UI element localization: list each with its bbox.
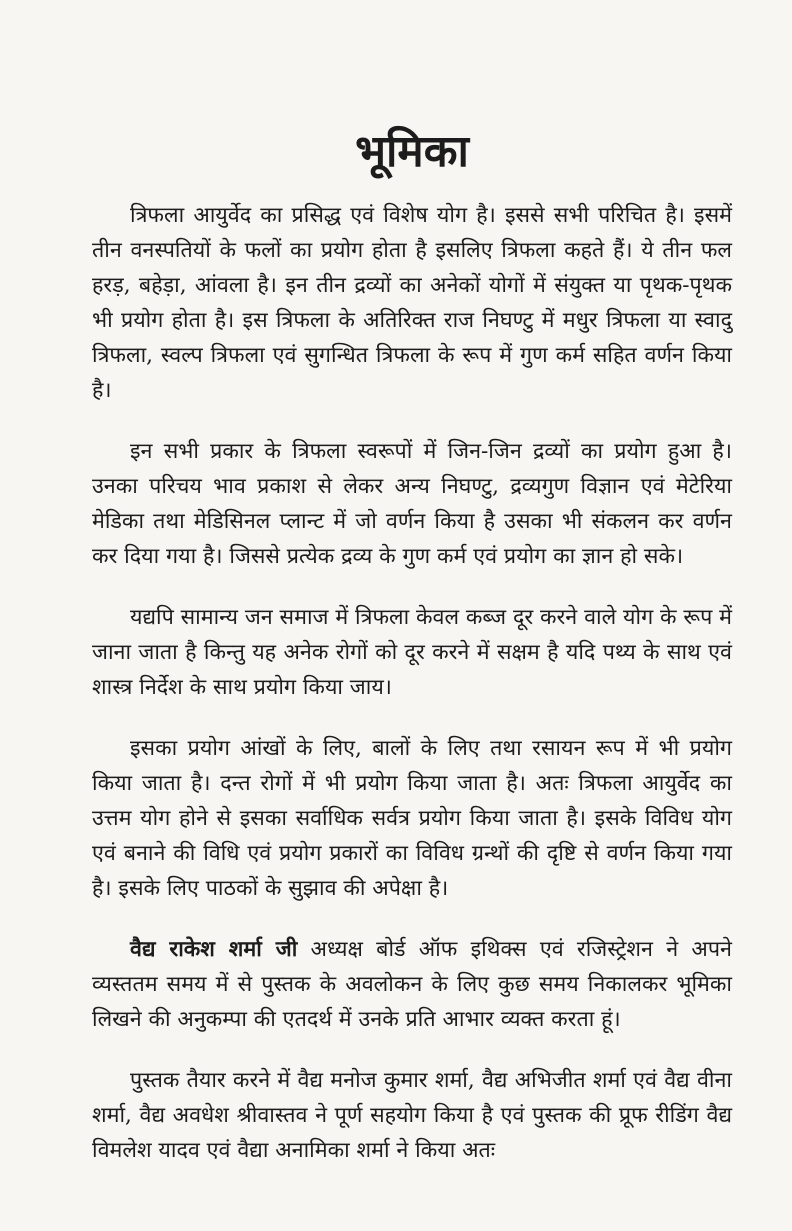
paragraph-4-text: इसका प्रयोग आंखों के लिए, बालों के लिए तथा रसायन रूप में भी प्रयोग किया जाता है। दन्त रोगों में भी प्रयोग किया जाता है। अतः त्रिफला आयुर्वेद का उत्तम योग होने से इसका सर्वाधिक सर्वत्र प्रयोग किया जाता है। इसके विविध योग एवं बनाने की विधि एवं प्रयोग प्रकारों का विविध ग्रन्थों की दृष्टि से वर्णन किया गया है। इसके लिए पाठकों के सुझाव की अपेक्षा है। [92, 736, 732, 901]
paragraph-5-text: अध्यक्ष बोर्ड ऑफ इथिक्स एवं रजिस्ट्रेशन ने अपने व्यस्ततम समय में से पुस्तक के अवलोकन के लिए कुछ समय निकालकर भूमिका लिखने की अनुकम्पा की एतदर्थ में उनके प्रति आभार व्यक्त करता हूं। [92, 937, 732, 1032]
paragraph-2-text: इन सभी प्रकार के त्रिफला स्वरूपों में जिन-जिन द्रव्यों का प्रयोग हुआ है। उनका परिचय भाव प्रकाश से लेकर अन्य निघण्टु, द्रव्यगुण विज्ञान एवं मेटेरिया मेडिका तथा मेडिसिनल प्लान्ट में जो वर्णन किया है उसका भी संकलन कर वर्णन कर दिया गया है। जिससे प्रत्येक द्रव्य के गुण कर्म एवं प्रयोग का ज्ञान हो सके। [92, 439, 732, 569]
paragraph-1 [92, 198, 732, 408]
paragraph-6-text: पुस्तक तैयार करने में वैद्य मनोज कुमार शर्मा, वैद्य अभिजीत शर्मा एवं वैद्य वीना शर्मा, वैद्य अवधेश श्रीवास्तव ने पूर्ण सहयोग किया है एवं पुस्तक की प्रूफ रीडिंग वैद्य विमलेश यादव एवं वैद्या अनामिका शर्मा ने किया अतः [92, 1068, 732, 1163]
paragraph-2 [92, 434, 732, 574]
paragraph-5 [92, 932, 732, 1037]
paragraph-3 [92, 600, 732, 705]
paragraph-6 [92, 1063, 732, 1168]
page-title: भूमिका [355, 126, 469, 177]
paragraph-1-text: त्रिफला आयुर्वेद का प्रसिद्ध एवं विशेष योग है। इससे सभी परिचित है। इसमें तीन वनस्पतियों के फलों का प्रयोग होता है इसलिए त्रिफला कहते हैं। ये तीन फल हरड़, बहेड़ा, आंवला है। इन तीन द्रव्यों का अनेकों योगों में संयुक्त या पृथक-पृथक भी प्रयोग होता है। इस त्रिफला के अतिरिक्त राज निघण्टु में मधुर त्रिफला या स्वादु त्रिफला, स्वल्प त्रिफला एवं सुगन्धित त्रिफला के रूप में गुण कर्म सहित वर्णन किया है। [92, 203, 732, 403]
paragraph-4 [92, 731, 732, 906]
acknowledged-person-name: वैद्य राकेश शर्मा जी [130, 937, 298, 962]
paragraph-3-text: यद्यपि सामान्य जन समाज में त्रिफला केवल कब्ज दूर करने वाले योग के रूप में जाना जाता है किन्तु यह अनेक रोगों को दूर करने में सक्षम है यदि पथ्य के साथ एवं शास्त्र निर्देश के साथ प्रयोग किया जाय। [92, 605, 732, 700]
